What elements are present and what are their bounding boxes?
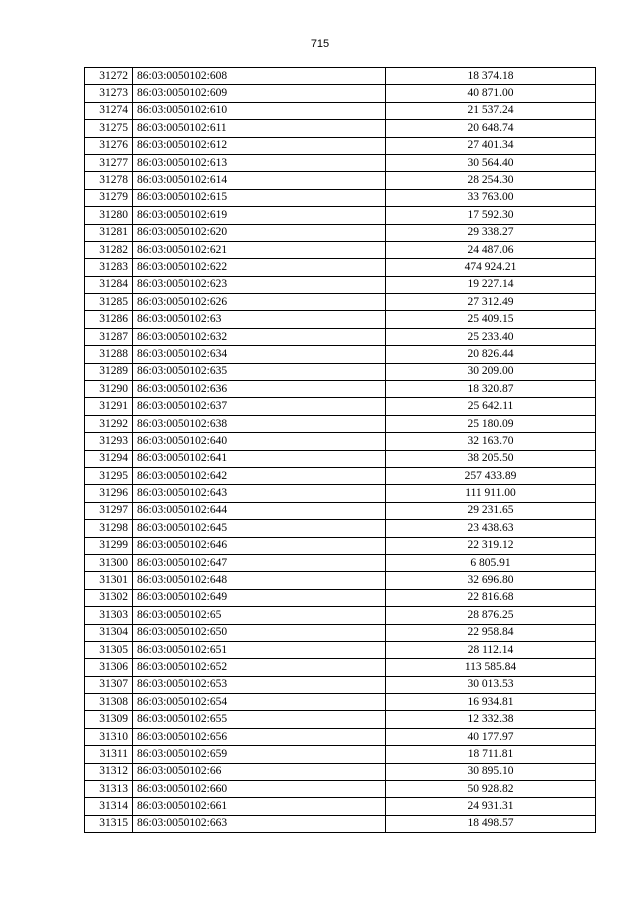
- row-number-cell: 31279: [85, 189, 133, 206]
- row-number-cell: 31293: [85, 433, 133, 450]
- cadastral-number-cell: 86:03:0050102:621: [133, 241, 386, 258]
- cadastral-number-cell: 86:03:0050102:65: [133, 607, 386, 624]
- cadastral-number-cell: 86:03:0050102:655: [133, 711, 386, 728]
- cadastral-number-cell: 86:03:0050102:637: [133, 398, 386, 415]
- row-number-cell: 31273: [85, 85, 133, 102]
- row-number-cell: 31308: [85, 694, 133, 711]
- cadastral-number-cell: 86:03:0050102:608: [133, 68, 386, 85]
- cadastral-number-cell: 86:03:0050102:650: [133, 624, 386, 641]
- value-cell: 50 928.82: [386, 781, 596, 798]
- row-number-cell: 31290: [85, 381, 133, 398]
- table-row: [85, 728, 596, 745]
- row-number-cell: 31311: [85, 746, 133, 763]
- table-row: [85, 659, 596, 676]
- row-number-cell: 31275: [85, 120, 133, 137]
- row-number-cell: 31302: [85, 589, 133, 606]
- value-cell: 18 498.57: [386, 815, 596, 832]
- value-cell: 25 233.40: [386, 328, 596, 345]
- value-cell: 6 805.91: [386, 554, 596, 571]
- row-number-cell: 31282: [85, 241, 133, 258]
- row-number-cell: 31274: [85, 102, 133, 119]
- value-cell: 32 163.70: [386, 433, 596, 450]
- row-number-cell: 31288: [85, 346, 133, 363]
- cadastral-table: [84, 67, 596, 833]
- table-row: [85, 450, 596, 467]
- table-row: [85, 259, 596, 276]
- row-number-cell: 31283: [85, 259, 133, 276]
- row-number-cell: 31313: [85, 781, 133, 798]
- row-number-cell: 31280: [85, 207, 133, 224]
- table-row: [85, 763, 596, 780]
- cadastral-number-cell: 86:03:0050102:626: [133, 294, 386, 311]
- value-cell: 474 924.21: [386, 259, 596, 276]
- table-row: [85, 189, 596, 206]
- table-row: [85, 607, 596, 624]
- cadastral-number-cell: 86:03:0050102:610: [133, 102, 386, 119]
- table-row: [85, 781, 596, 798]
- row-number-cell: 31285: [85, 294, 133, 311]
- value-cell: 18 711.81: [386, 746, 596, 763]
- row-number-cell: 31284: [85, 276, 133, 293]
- row-number-cell: 31310: [85, 728, 133, 745]
- row-number-cell: 31287: [85, 328, 133, 345]
- row-number-cell: 31312: [85, 763, 133, 780]
- cadastral-number-cell: 86:03:0050102:647: [133, 554, 386, 571]
- table-row: [85, 554, 596, 571]
- row-number-cell: 31314: [85, 798, 133, 815]
- row-number-cell: 31296: [85, 485, 133, 502]
- cadastral-number-cell: 86:03:0050102:660: [133, 781, 386, 798]
- cadastral-number-cell: 86:03:0050102:638: [133, 415, 386, 432]
- row-number-cell: 31291: [85, 398, 133, 415]
- table-row: [85, 224, 596, 241]
- table-row: [85, 694, 596, 711]
- cadastral-number-cell: 86:03:0050102:63: [133, 311, 386, 328]
- row-number-cell: 31277: [85, 154, 133, 171]
- cadastral-number-cell: 86:03:0050102:644: [133, 502, 386, 519]
- value-cell: 22 319.12: [386, 537, 596, 554]
- cadastral-number-cell: 86:03:0050102:611: [133, 120, 386, 137]
- row-number-cell: 31309: [85, 711, 133, 728]
- value-cell: 40 177.97: [386, 728, 596, 745]
- table-row: [85, 102, 596, 119]
- cadastral-number-cell: 86:03:0050102:615: [133, 189, 386, 206]
- table-row: [85, 624, 596, 641]
- row-number-cell: 31301: [85, 572, 133, 589]
- value-cell: 19 227.14: [386, 276, 596, 293]
- table-row: [85, 798, 596, 815]
- table-row: [85, 502, 596, 519]
- cadastral-number-cell: 86:03:0050102:653: [133, 676, 386, 693]
- row-number-cell: 31298: [85, 520, 133, 537]
- cadastral-number-cell: 86:03:0050102:632: [133, 328, 386, 345]
- value-cell: 28 876.25: [386, 607, 596, 624]
- table-row: [85, 467, 596, 484]
- table-row: [85, 415, 596, 432]
- row-number-cell: 31294: [85, 450, 133, 467]
- row-number-cell: 31286: [85, 311, 133, 328]
- value-cell: 30 013.53: [386, 676, 596, 693]
- value-cell: 27 312.49: [386, 294, 596, 311]
- cadastral-number-cell: 86:03:0050102:661: [133, 798, 386, 815]
- row-number-cell: 31276: [85, 137, 133, 154]
- cadastral-number-cell: 86:03:0050102:648: [133, 572, 386, 589]
- row-number-cell: 31295: [85, 467, 133, 484]
- value-cell: 17 592.30: [386, 207, 596, 224]
- value-cell: 111 911.00: [386, 485, 596, 502]
- table-row: [85, 589, 596, 606]
- value-cell: 20 826.44: [386, 346, 596, 363]
- row-number-cell: 31303: [85, 607, 133, 624]
- row-number-cell: 31281: [85, 224, 133, 241]
- table-row: [85, 137, 596, 154]
- table-row: [85, 346, 596, 363]
- row-number-cell: 31307: [85, 676, 133, 693]
- row-number-cell: 31272: [85, 68, 133, 85]
- cadastral-number-cell: 86:03:0050102:612: [133, 137, 386, 154]
- row-number-cell: 31315: [85, 815, 133, 832]
- table-row: [85, 520, 596, 537]
- table-row: [85, 154, 596, 171]
- cadastral-number-cell: 86:03:0050102:636: [133, 381, 386, 398]
- table-row: [85, 815, 596, 832]
- cadastral-number-cell: 86:03:0050102:613: [133, 154, 386, 171]
- value-cell: 30 564.40: [386, 154, 596, 171]
- value-cell: 24 487.06: [386, 241, 596, 258]
- row-number-cell: 31289: [85, 363, 133, 380]
- value-cell: 257 433.89: [386, 467, 596, 484]
- table-row: [85, 537, 596, 554]
- cadastral-number-cell: 86:03:0050102:656: [133, 728, 386, 745]
- table-row: [85, 311, 596, 328]
- value-cell: 28 112.14: [386, 641, 596, 658]
- table-row: [85, 641, 596, 658]
- table-row: [85, 572, 596, 589]
- value-cell: 16 934.81: [386, 694, 596, 711]
- cadastral-number-cell: 86:03:0050102:620: [133, 224, 386, 241]
- cadastral-number-cell: 86:03:0050102:623: [133, 276, 386, 293]
- value-cell: 30 895.10: [386, 763, 596, 780]
- table-row: [85, 746, 596, 763]
- cadastral-number-cell: 86:03:0050102:646: [133, 537, 386, 554]
- cadastral-number-cell: 86:03:0050102:641: [133, 450, 386, 467]
- value-cell: 113 585.84: [386, 659, 596, 676]
- table-row: [85, 363, 596, 380]
- table-row: [85, 711, 596, 728]
- value-cell: 29 338.27: [386, 224, 596, 241]
- table-row: [85, 294, 596, 311]
- value-cell: 18 320.87: [386, 381, 596, 398]
- row-number-cell: 31305: [85, 641, 133, 658]
- value-cell: 23 438.63: [386, 520, 596, 537]
- cadastral-number-cell: 86:03:0050102:609: [133, 85, 386, 102]
- table-row: [85, 398, 596, 415]
- cadastral-number-cell: 86:03:0050102:659: [133, 746, 386, 763]
- cadastral-number-cell: 86:03:0050102:651: [133, 641, 386, 658]
- table-body: [85, 68, 596, 833]
- table-row: [85, 381, 596, 398]
- table-row: [85, 120, 596, 137]
- table-row: [85, 676, 596, 693]
- table-row: [85, 328, 596, 345]
- cadastral-number-cell: 86:03:0050102:649: [133, 589, 386, 606]
- value-cell: 22 958.84: [386, 624, 596, 641]
- cadastral-number-cell: 86:03:0050102:643: [133, 485, 386, 502]
- value-cell: 29 231.65: [386, 502, 596, 519]
- value-cell: 25 180.09: [386, 415, 596, 432]
- value-cell: 33 763.00: [386, 189, 596, 206]
- table-row: [85, 433, 596, 450]
- value-cell: 12 332.38: [386, 711, 596, 728]
- table-row: [85, 172, 596, 189]
- table-row: [85, 276, 596, 293]
- cadastral-number-cell: 86:03:0050102:634: [133, 346, 386, 363]
- cadastral-number-cell: 86:03:0050102:622: [133, 259, 386, 276]
- cadastral-number-cell: 86:03:0050102:642: [133, 467, 386, 484]
- value-cell: 25 409.15: [386, 311, 596, 328]
- row-number-cell: 31304: [85, 624, 133, 641]
- table-row: [85, 241, 596, 258]
- cadastral-number-cell: 86:03:0050102:640: [133, 433, 386, 450]
- row-number-cell: 31306: [85, 659, 133, 676]
- value-cell: 28 254.30: [386, 172, 596, 189]
- row-number-cell: 31300: [85, 554, 133, 571]
- row-number-cell: 31297: [85, 502, 133, 519]
- row-number-cell: 31278: [85, 172, 133, 189]
- cadastral-number-cell: 86:03:0050102:645: [133, 520, 386, 537]
- value-cell: 20 648.74: [386, 120, 596, 137]
- cadastral-number-cell: 86:03:0050102:619: [133, 207, 386, 224]
- cadastral-number-cell: 86:03:0050102:654: [133, 694, 386, 711]
- cadastral-number-cell: 86:03:0050102:663: [133, 815, 386, 832]
- cadastral-number-cell: 86:03:0050102:652: [133, 659, 386, 676]
- cadastral-number-cell: 86:03:0050102:635: [133, 363, 386, 380]
- value-cell: 30 209.00: [386, 363, 596, 380]
- row-number-cell: 31292: [85, 415, 133, 432]
- page-number: 715: [310, 38, 330, 50]
- value-cell: 25 642.11: [386, 398, 596, 415]
- value-cell: 40 871.00: [386, 85, 596, 102]
- value-cell: 21 537.24: [386, 102, 596, 119]
- value-cell: 27 401.34: [386, 137, 596, 154]
- table-row: [85, 68, 596, 85]
- table-row: [85, 207, 596, 224]
- value-cell: 18 374.18: [386, 68, 596, 85]
- cadastral-number-cell: 86:03:0050102:614: [133, 172, 386, 189]
- table-row: [85, 85, 596, 102]
- value-cell: 22 816.68: [386, 589, 596, 606]
- value-cell: 32 696.80: [386, 572, 596, 589]
- cadastral-number-cell: 86:03:0050102:66: [133, 763, 386, 780]
- table-row: [85, 485, 596, 502]
- row-number-cell: 31299: [85, 537, 133, 554]
- value-cell: 38 205.50: [386, 450, 596, 467]
- value-cell: 24 931.31: [386, 798, 596, 815]
